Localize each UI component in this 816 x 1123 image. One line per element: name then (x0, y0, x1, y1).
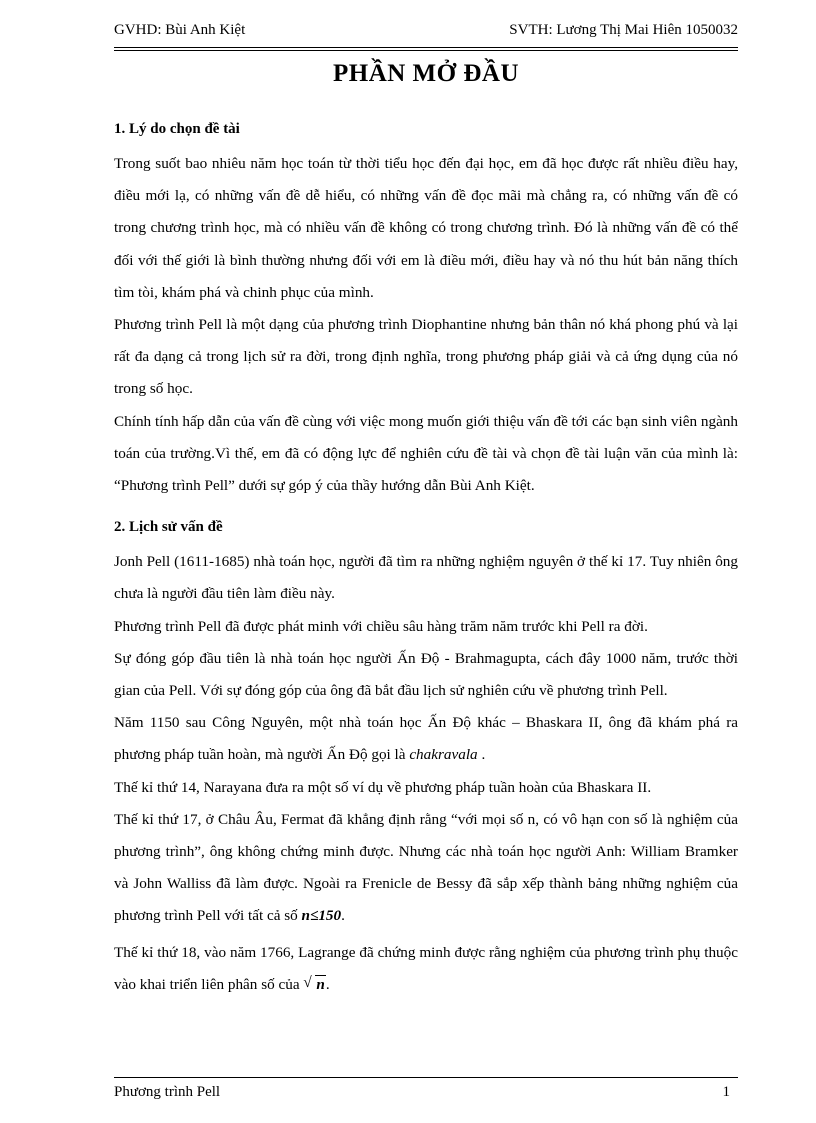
section2-paragraph-4 (114, 707, 738, 771)
section2-paragraph-4-text: Năm 1150 sau Công Nguyên, một nhà toán học Ấn Độ khác – Bhaskara II, ông đã khám phá ra phương pháp tuần hoàn, mà người Ấn Độ gọi là (114, 714, 738, 764)
chakravala-term: chakravala (409, 746, 478, 764)
header-student: SVTH: Lương Thị Mai Hiên 1050032 (509, 22, 738, 38)
section2-paragraph-6-end: . (341, 907, 345, 925)
page-title: PHẦN MỞ ĐẦU (332, 60, 520, 87)
sqrt-icon: √ (303, 973, 312, 991)
section2-paragraph-5: Thế kỉ thứ 14, Narayana đưa ra một số ví dụ về phương pháp tuần hoàn của Bhaskara II. (114, 778, 652, 796)
header-rule-top (114, 47, 738, 48)
section2-paragraph-7-end: . (325, 975, 330, 993)
section2-paragraph-2: Phương trình Pell đã được phát minh với chiều sâu hàng trăm năm trước khi Pell ra đời. (114, 617, 648, 635)
section1-paragraph-1: Trong suốt bao nhiêu năm học toán từ thời tiểu học đến đại học, em đã học được rất nhiều điều hay, điều mới lạ, có những vấn đề dễ hiểu, có những vấn đề đọc mãi mà chẳng ra, có những vấn đề có trong chương trình học, mà có nhiều vấn đề không có trong chương trình. Đó là những vấn đề có thể đối với thế giới là bình thường nhưng đối với em là điều mới, điều hay và nó thu hút bản năng thích tìm tòi, khám phá và chinh phục của mình. (114, 155, 738, 301)
section1-paragraph-2: Phương trình Pell là một dạng của phương trình Diophantine nhưng bản thân nó khá phong phú và lại rất đa dạng cả trong lịch sử ra đời, trong định nghĩa, trong phương pháp giải và cả ứng dụng của nó trong số học. (114, 316, 738, 398)
footer-rule (114, 1077, 738, 1078)
section1-paragraph-3: Chính tính hấp dẫn của vấn đề cùng với việc mong muốn giới thiệu vấn đề tới các bạn sinh viên ngành toán của trường.Vì thế, em đã có động lực để nghiên cứu đề tài và chọn đề tài luận văn của mình là: “Phương trình Pell” dưới sự góp ý của thầy hướng dẫn Bùi Anh Kiệt. (114, 412, 738, 495)
section2-paragraph-7 (114, 937, 738, 1001)
math-n-le-150: n≤150 (301, 907, 342, 925)
section2-heading: 2. Lịch sử vấn đề (114, 519, 223, 536)
math-sqrt-n (303, 969, 325, 1001)
document-body (114, 114, 738, 1001)
page-number: 1 (722, 1084, 730, 1100)
page-header (114, 20, 738, 44)
section2-paragraph-3: Sự đóng góp đầu tiên là nhà toán học người Ấn Độ - Brahmagupta, cách đây 1000 năm, trước thời gian của Pell. Với sự đóng góp của ông đã bắt đầu lịch sử nghiên cứu về phương trình Pell. (114, 649, 738, 700)
section2-paragraph-4-end: . (477, 746, 486, 764)
header-rule-bottom (114, 50, 738, 51)
section1-heading: 1. Lý do chọn đề tài (114, 121, 240, 137)
section2-paragraph-6 (114, 804, 738, 933)
header-advisor: GVHD: Bùi Anh Kiệt (114, 22, 246, 38)
section2-paragraph-6-text: Thế kỉ thứ 17, ở Châu Âu, Fermat đã khẳng định rằng “với mọi số n, có vô hạn con số là nghiệm của phương trình”, ông không chứng minh được. Nhưng các nhà toán học người Anh: William Bramker và John Walliss đã làm được. Ngoài ra Frenicle de Bessy đã sắp xếp thành bảng những nghiệm của phương trình Pell với tất cả số (114, 810, 738, 925)
footer-title: Phương trình Pell (114, 1084, 221, 1100)
section2-paragraph-1: Jonh Pell (1611-1685) nhà toán học, người đã tìm ra những nghiệm nguyên ở thế kỉ 17. Tuy nhiên ông chưa là người đầu tiên làm điều này. (114, 553, 738, 603)
sqrt-radicand: n (316, 975, 325, 993)
section2-paragraph-7-text: Thế kỉ thứ 18, vào năm 1766, Lagrange đã chứng minh được rằng nghiệm của phương trình phụ thuộc vào khai triển liên phân số của (114, 943, 738, 993)
